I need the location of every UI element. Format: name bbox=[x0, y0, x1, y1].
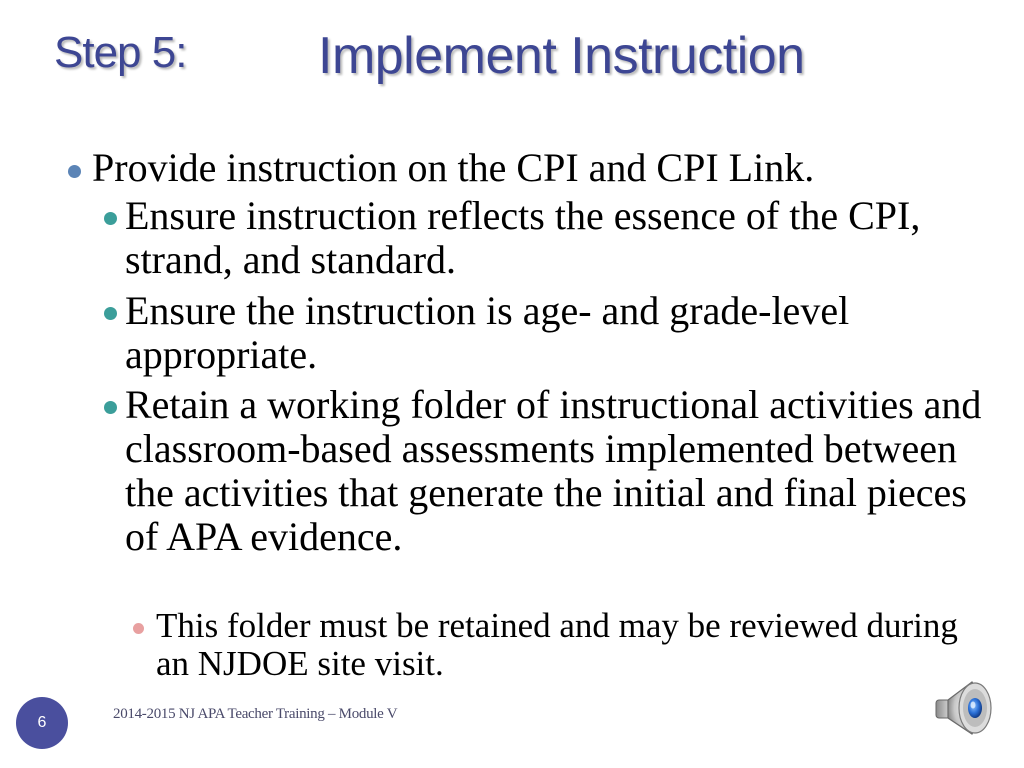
bullet-dot-icon bbox=[68, 165, 81, 178]
bullet-dot-icon bbox=[104, 307, 117, 320]
page-number: 6 bbox=[37, 714, 47, 731]
bullet-level1 bbox=[92, 146, 972, 190]
bullet-level3 bbox=[156, 607, 986, 683]
bullet-text: Retain a working folder of instructional activities and classroom-based assessments implemented between the activities that generate the initial and final pieces of APA evidence. bbox=[125, 382, 982, 559]
bullet-dot-icon bbox=[104, 212, 117, 225]
bullet-level2 bbox=[125, 289, 985, 377]
bullet-text: Ensure instruction reflects the essence of the CPI, strand, and standard. bbox=[125, 193, 921, 282]
bullet-dot-icon bbox=[104, 401, 117, 414]
bullet-text: Ensure the instruction is age- and grade-level appropriate. bbox=[125, 288, 850, 377]
bullet-level2 bbox=[125, 383, 985, 559]
page-number-badge bbox=[16, 697, 68, 749]
step-label: Step 5: bbox=[54, 28, 187, 77]
speaker-icon[interactable] bbox=[932, 676, 998, 740]
bullet-text: This folder must be retained and may be reviewed during an NJDOE site visit. bbox=[156, 606, 958, 683]
bullet-level2 bbox=[125, 194, 985, 282]
slide-title: Implement Instruction bbox=[318, 27, 805, 85]
bullet-text: Provide instruction on the CPI and CPI Link. bbox=[92, 145, 815, 190]
bullet-dot-icon bbox=[133, 623, 144, 634]
footer-text: 2014-2015 NJ APA Teacher Training – Module V bbox=[113, 706, 398, 722]
